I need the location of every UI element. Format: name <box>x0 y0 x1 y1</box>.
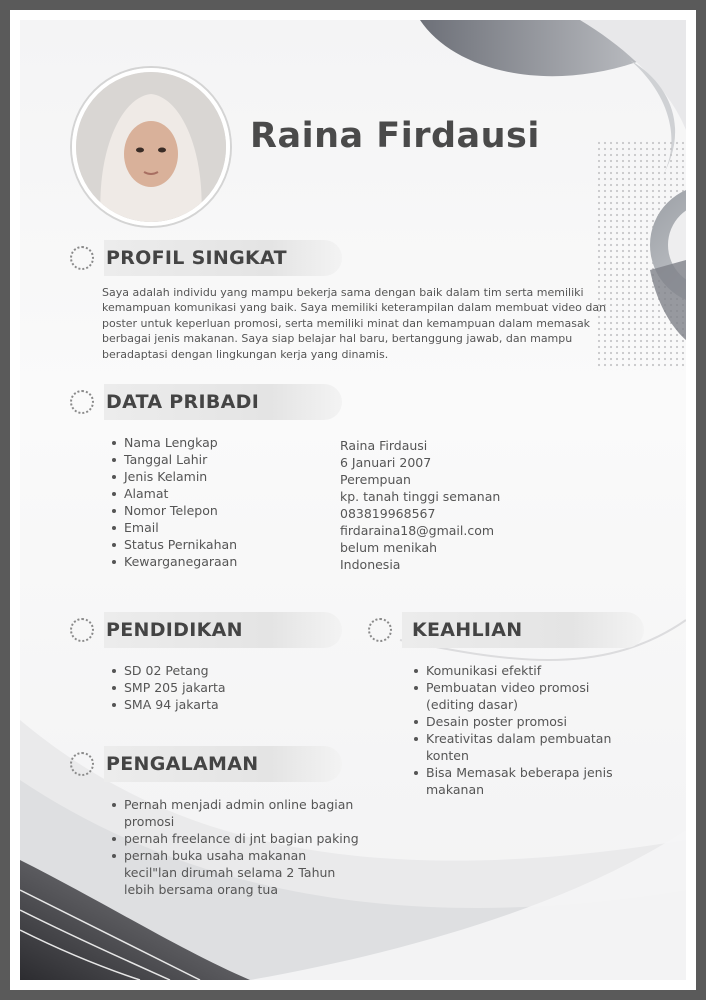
value-item: belum menikah <box>340 540 438 555</box>
list-item: Kewarganegaraan <box>110 553 237 570</box>
section-dot-icon <box>70 752 94 776</box>
section-keahlian-header <box>368 612 644 648</box>
avatar-illustration <box>76 72 226 222</box>
section-dot-icon <box>70 618 94 642</box>
list-item: Status Pernikahan <box>110 536 237 553</box>
value-item: 6 Januari 2007 <box>340 455 432 470</box>
list-item: pernah buka usaha makanan kecil"lan dirumah selama 2 Tahun lebih bersama orang tua <box>110 847 360 898</box>
list-item: Komunikasi efektif <box>412 662 622 679</box>
keahlian-list <box>412 662 622 798</box>
list-item: SD 02 Petang <box>110 662 226 679</box>
section-data-pribadi-header <box>70 384 342 420</box>
value-item: kp. tanah tinggi semanan <box>340 489 501 504</box>
pengalaman-list <box>110 796 360 898</box>
data-pribadi-labels <box>110 434 237 570</box>
list-item: SMP 205 jakarta <box>110 679 226 696</box>
section-dot-icon <box>70 390 94 414</box>
section-keahlian-title: KEAHLIAN <box>402 612 644 648</box>
list-item: Pembuatan video promosi (editing dasar) <box>412 679 622 713</box>
list-item: Jenis Kelamin <box>110 468 237 485</box>
list-item: SMA 94 jakarta <box>110 696 226 713</box>
list-item: Pernah menjadi admin online bagian promosi <box>110 796 360 830</box>
resume-sheet <box>20 20 686 980</box>
value-item: Raina Firdausi <box>340 438 428 453</box>
value-item: 083819968567 <box>340 506 436 521</box>
section-profil-title: PROFIL SINGKAT <box>104 240 342 276</box>
resume-page <box>10 10 696 990</box>
list-item: Email <box>110 519 237 536</box>
list-item: Tanggal Lahir <box>110 451 237 468</box>
value-item: Perempuan <box>340 472 411 487</box>
data-pribadi-values <box>340 437 500 573</box>
profile-photo <box>72 68 230 226</box>
profil-text: Saya adalah individu yang mampu bekerja sama dengan baik dalam tim serta memiliki kemampuan komunikasi yang baik. Saya memiliki keterampilan dalam membuat video dan poster untuk keperluan promosi, serta memiliki minat dan kemampuan dalam memasak berbagai jenis makanan. Saya siap belajar hal baru, bertanggung jawab, dan mampu beradaptasi dengan lingkungan kerja yang dinamis. <box>102 286 607 361</box>
section-pendidikan-title: PENDIDIKAN <box>104 612 342 648</box>
section-dot-icon <box>368 618 392 642</box>
section-pengalaman-title: PENGALAMAN <box>104 746 342 782</box>
section-data-pribadi-title: DATA PRIBADI <box>104 384 342 420</box>
section-pengalaman-header <box>70 746 342 782</box>
list-item: pernah freelance di jnt bagian paking <box>110 830 360 847</box>
list-item: Alamat <box>110 485 237 502</box>
list-item: Kreativitas dalam pembuatan konten <box>412 730 622 764</box>
value-item: Indonesia <box>340 557 401 572</box>
list-item: Desain poster promosi <box>412 713 622 730</box>
candidate-name: Raina Firdausi <box>250 116 540 156</box>
list-item: Nama Lengkap <box>110 434 237 451</box>
section-dot-icon <box>70 246 94 270</box>
section-pendidikan-header <box>70 612 342 648</box>
section-profil-header <box>70 240 342 276</box>
list-item: Bisa Memasak beberapa jenis makanan <box>412 764 622 798</box>
list-item: Nomor Telepon <box>110 502 237 519</box>
value-item: firdaraina18@gmail.com <box>340 523 495 538</box>
pendidikan-list <box>110 662 226 713</box>
